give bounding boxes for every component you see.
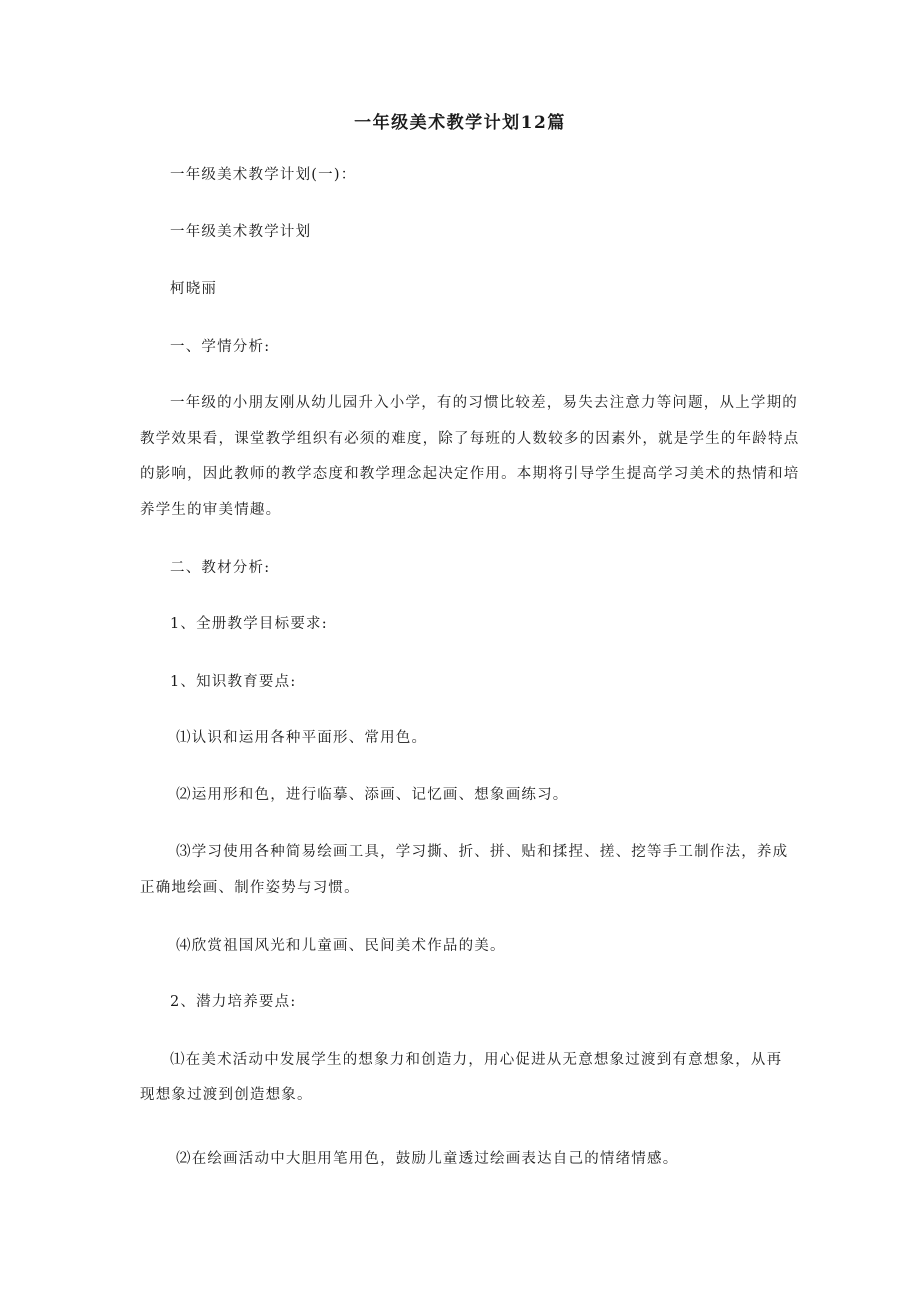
subtitle: 一年级美术教学计划	[170, 224, 312, 240]
subheading-goals: 1、全册教学目标要求:	[170, 616, 328, 632]
list-item: ⑶学习使用各种简易绘画工具，学习撕、折、拼、贴和揉捏、搓、挖等手工制作法，养成	[176, 844, 789, 860]
list-item: ⑵在绘画活动中大胆用笔用色，鼓励儿童透过绘画表达自己的情绪情感。	[176, 1151, 679, 1167]
paragraph-line: 的影响，因此教师的教学态度和教学理念起决定作用。本期将引导学生提高学习美术的热情和培	[140, 466, 800, 482]
author: 柯晓丽	[170, 281, 218, 297]
heading-material-analysis: 二、教材分析:	[170, 560, 271, 576]
list-item: ⑷欣赏祖国风光和儿童画、民间美术作品的美。	[176, 938, 506, 954]
subheading-knowledge: 1、知识教育要点:	[170, 674, 297, 690]
heading-learning-analysis: 一、学情分析:	[170, 339, 271, 355]
section-heading: 一年级美术教学计划(一)：	[170, 167, 357, 183]
paragraph-line: 一年级的小朋友刚从幼儿园升入小学，有的习惯比较差，易失去注意力等问题，从上学期的	[170, 395, 798, 411]
list-item: ⑴认识和运用各种平面形、常用色。	[176, 730, 428, 746]
paragraph-line: 养学生的审美情趣。	[140, 502, 282, 518]
list-item-continuation: 现想象过渡到创造想象。	[140, 1087, 313, 1103]
subheading-ability: 2、潜力培养要点:	[170, 994, 297, 1010]
document-title: 一年级美术教学计划12篇	[354, 113, 566, 133]
list-item-continuation: 正确地绘画、制作姿势与习惯。	[140, 880, 360, 896]
list-item: ⑵运用形和色，进行临摹、添画、记忆画、想象画练习。	[176, 787, 569, 803]
paragraph-line: 教学效果看，课堂教学组织有必须的难度，除了每班的人数较多的因素外，就是学生的年龄特点	[140, 431, 800, 447]
list-item: ⑴在美术活动中发展学生的想象力和创造力，用心促进从无意想象过渡到有意想象，从再	[170, 1052, 783, 1068]
